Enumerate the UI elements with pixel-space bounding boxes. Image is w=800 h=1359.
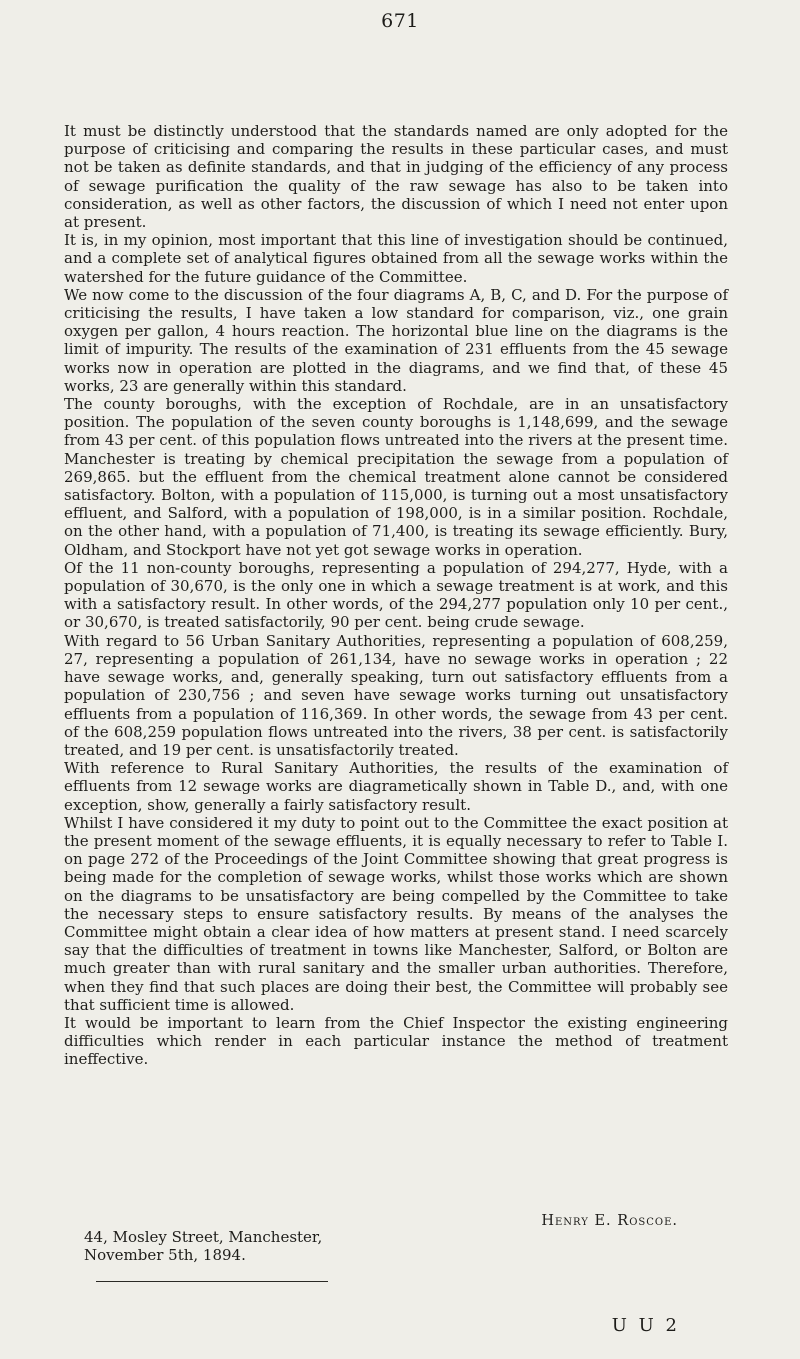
closing-rule: [96, 1281, 328, 1282]
body-text: [64, 122, 728, 1069]
paragraph-investigation: It is, in my opinion, most important that this line of investigation should be continued, and a complete set of analytical figures obtained from all the sewage works within the watershed for the future guidance of the Committee.: [64, 231, 728, 286]
paragraph-non-county-boroughs: Of the 11 non-county boroughs, representing a population of 294,277, Hyde, with a population of 30,670, is the only one in which a sewage treatment is at work, and this with a satisfactory result. In other words, of the 294,277 population only 10 per cent., or 30,670, is treated satisfactorily, 90 per cent. being crude sewage.: [64, 558, 728, 632]
paragraph-committee-duty: Whilst I have considered it my duty to point out to the Committee the exact position at the present moment of the sewage effluents, it is equally necessary to refer to Table I. on page 272 of the Proceedings of the Joint Committee showing that great progress is being made for the completion of sewage works, whilst those works which are shown on the diagrams to be unsatisfactory are being compelled by the Committee to take the necessary steps to ensure satisfactory results. By means of the analyses the Committee might obtain a clear idea of how matters at present stand. I need scarcely say that the difficulties of treatment in towns like Manchester, Salford, or Bolton are much greater than with rural sanitary and the smaller urban authorities. Therefore, when they find that such places are doing their best, the Committee will probably see that sufficient time is allowed.: [64, 813, 728, 1014]
address-street: 44, Mosley Street, Manchester,: [84, 1228, 323, 1246]
paragraph-urban-authorities: With regard to 56 Urban Sanitary Authorities, representing a population of 608,259, 27, representing a population of 261,134, have no sewage works in operation ; 22 have sewage works, and, generally speaking, turn out satisfactory effluents from a population of 230,756 ; and seven have sewage works turning out unsatisfactory effluents from a population of 116,369. In other words, the sewage from 43 per cent. of the 608,259 population flows untreated into the rivers, 38 per cent. is satisfactorily treated, and 19 per cent. is unsatisfactorily treated.: [64, 631, 728, 759]
address-date: November 5th, 1894.: [84, 1246, 246, 1265]
paragraph-chief-inspector: It would be important to learn from the Chief Inspector the existing engineering difficulties which render in each particular instance the method of treatment ineffective.: [64, 1013, 728, 1069]
paragraph-standards: It must be distinctly understood that the standards named are only adopted for the purpose of criticising and comparing the results in these particular cases, and must not be taken as definite standards, and that in judging of the efficiency of any process of sewage purification the quality of the raw sewage has also to be taken into consideration, as well as other factors, the discussion of which I need not enter upon at present.: [64, 122, 728, 232]
sheet-signature-mark: U U 2: [611, 1315, 680, 1336]
author-signature: Henry E. Roscoe.: [541, 1213, 678, 1229]
page-number: 671: [381, 10, 419, 32]
paragraph-rural-authorities: With reference to Rural Sanitary Authorities, the results of the examination of effluents from 12 sewage works are diagrametically shown in Table D., and, with one exception, show, generally a fairly satisfactory result.: [64, 759, 728, 814]
paragraph-diagrams: We now come to the discussion of the four diagrams A, B, C, and D. For the purpose of criticising the results, I have taken a low standard for comparison, viz., one grain oxygen per gallon, 4 hours reaction. The horizontal blue line on the diagrams is the limit of impurity. The results of the examination of 231 effluents from the 45 sewage works now in operation are plotted in the diagrams, and we find that, of these 45 works, 23 are generally within this standard.: [64, 285, 728, 395]
sender-address: [84, 1228, 322, 1264]
paragraph-county-boroughs: The county boroughs, with the exception of Rochdale, are in an unsatisfactory position. The population of the seven county boroughs is 1,148,699, and the sewage from 43 per cent. of this population flows untreated into the rivers at the present time. Manchester is treating by chemical precipitation the sewage from a population of 269,865. but the effluent from the chemical treatment alone cannot be considered satisfactory. Bolton, with a population of 115,000, is turning out a most unsatisfactory effluent, and Salford, with a population of 198,000, is in a similar position. Rochdale, on the other hand, with a population of 71,400, is treating its sewage efficiently. Bury, Oldham, and Stockport have not yet got sewage works in operation.: [64, 395, 728, 559]
